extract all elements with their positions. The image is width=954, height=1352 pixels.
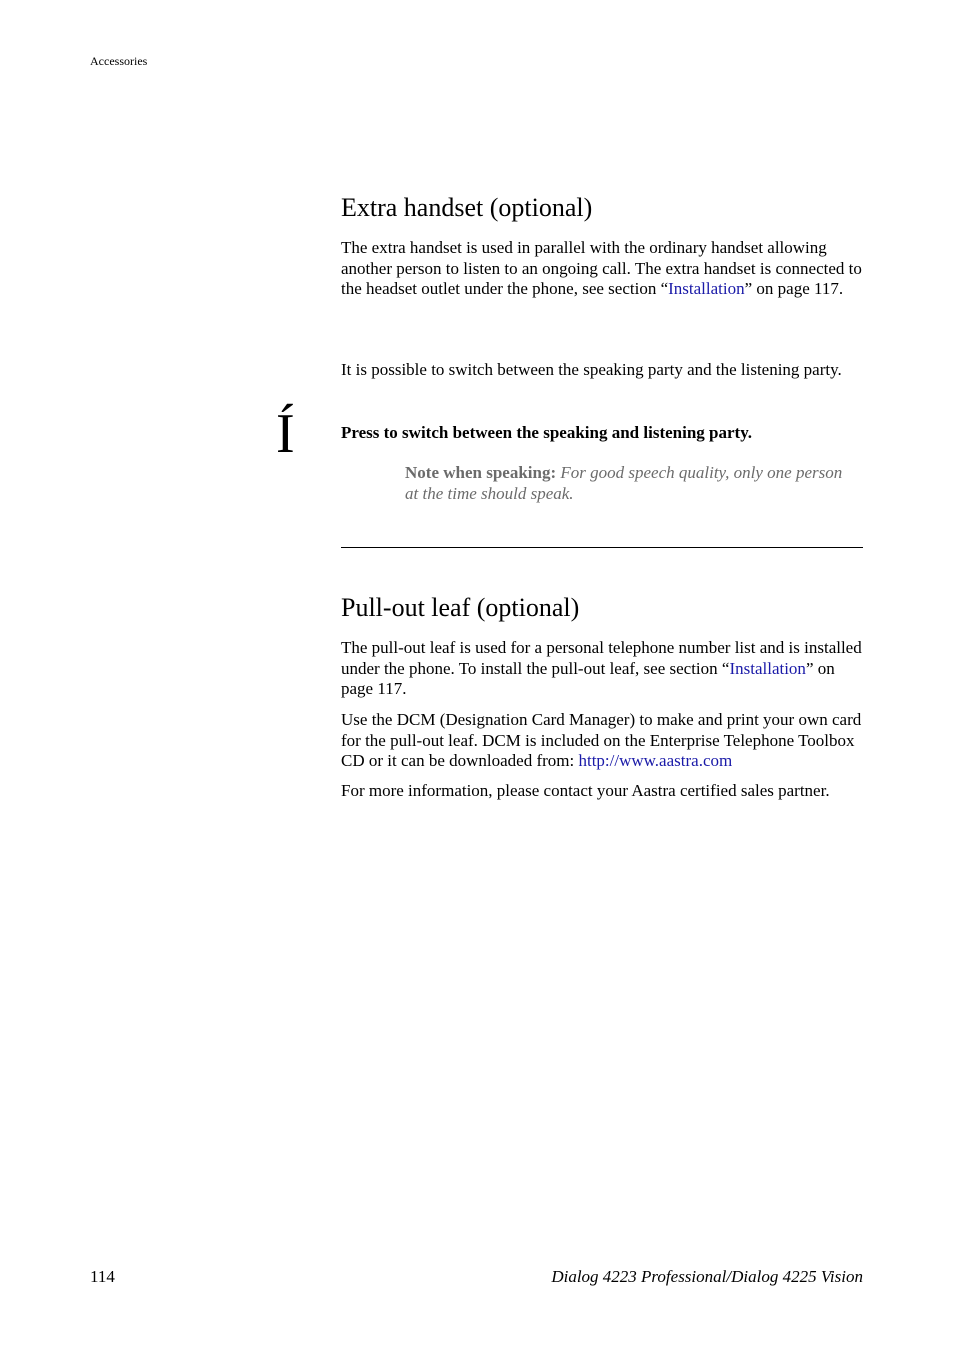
section-divider — [341, 547, 863, 548]
pull-out-leaf-paragraph-1 — [341, 638, 871, 700]
paragraph-text: ” on page 117. — [744, 279, 844, 298]
note-text: For good speech quality, only one person at the time should speak. — [405, 463, 843, 503]
aastra-website-link[interactable]: http://www.aastra.com — [578, 751, 733, 770]
paragraph-text: Use the DCM (Designation Card Manager) to make and print your own card for the pull-out leaf. DCM is included on the Enterprise Telephone Toolbox CD or it can be downloaded from: — [341, 710, 862, 770]
paragraph-text: The extra handset is used in parallel with the ordinary handset allowing another person to listen to an ongoing call. The extra handset is connected to the headset outlet under the phone, see section “ — [341, 238, 862, 298]
installation-link[interactable]: Installation — [729, 658, 806, 678]
section-title-extra-handset: Extra handset (optional) — [341, 193, 593, 222]
switch-key-icon: Í — [276, 403, 295, 465]
paragraph-text: ” on page 117. — [341, 658, 835, 698]
page-number: 114 — [90, 1267, 115, 1286]
paragraph-text: The pull-out leaf is used for a personal telephone number list and is installed under the phone. To install the pull-out leaf, see section “ — [341, 638, 862, 678]
speaking-note — [405, 463, 845, 504]
running-header: Accessories — [90, 54, 148, 68]
pull-out-leaf-paragraph-2 — [341, 710, 871, 772]
installation-link[interactable]: Installation — [668, 279, 745, 298]
switch-instruction: Press to switch between the speaking and listening party. — [341, 423, 753, 442]
note-label: Note when speaking: — [405, 463, 557, 482]
pull-out-leaf-paragraph-3: For more information, please contact your Aastra certified sales partner. — [341, 781, 830, 800]
section-title-pull-out-leaf: Pull-out leaf (optional) — [341, 593, 580, 622]
extra-handset-paragraph-1 — [341, 238, 871, 300]
extra-handset-paragraph-2: It is possible to switch between the speaking party and the listening party. — [341, 360, 842, 379]
product-name: Dialog 4223 Professional/Dialog 4225 Vision — [551, 1267, 863, 1286]
